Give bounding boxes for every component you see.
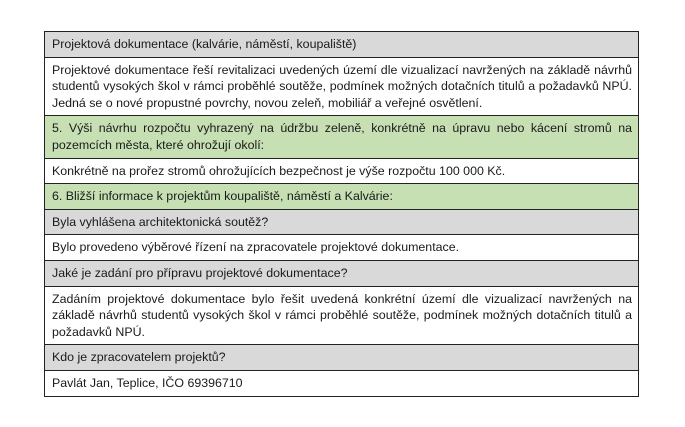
section-heading-6: 6. Bližší informace k projektům koupaliště, náměstí a Kalvárie: xyxy=(45,184,639,210)
row-heading-project-docs: Projektová dokumentace (kalvárie, náměstí, koupaliště) xyxy=(45,32,639,58)
table-row xyxy=(45,370,639,396)
section-heading-5: 5. Výši návrhu rozpočtu vyhrazený na údržbu zeleně, konkrétně na úpravu nebo kácení stromů na pozemcích města, které ohrožují okolí: xyxy=(45,116,639,158)
answer-assignment: Zadáním projektové dokumentace bylo řešit uvedená konkrétní území dle vizualizací navržených na základě návrhů studentů vysokých škol v rámci proběhlé soutěže, podmínek možných dotačních titulů a požadavků NPÚ. xyxy=(45,286,639,345)
table-row xyxy=(45,260,639,286)
information-table xyxy=(44,31,639,397)
table-row xyxy=(45,209,639,235)
row-answer-project-docs: Projektové dokumentace řeší revitalizaci uvedených území dle vizualizací navržených na základě návrhů studentů vysokých škol v rámci proběhlé soutěže, podmínek možných dotačních titulů a požadavků NPÚ. Jedná se o nové propustné povrchy, novou zeleň, mobiliář a veřejné osvětlení. xyxy=(45,57,639,116)
table-row xyxy=(45,32,639,58)
question-contractor: Kdo je zpracovatelem projektů? xyxy=(45,345,639,371)
table-row xyxy=(45,184,639,210)
question-competition: Byla vyhlášena architektonická soutěž? xyxy=(45,209,639,235)
table-row xyxy=(45,116,639,158)
table-row xyxy=(45,345,639,371)
table-row xyxy=(45,235,639,261)
row-answer-budget: Konkrétně na prořez stromů ohrožujících bezpečnost je výše rozpočtu 100 000 Kč. xyxy=(45,158,639,184)
answer-contractor: Pavlát Jan, Teplice, IČO 69396710 xyxy=(45,370,639,396)
table-row xyxy=(45,158,639,184)
question-assignment: Jaké je zadání pro přípravu projektové dokumentace? xyxy=(45,260,639,286)
table-row xyxy=(45,57,639,116)
answer-competition: Bylo provedeno výběrové řízení na zpracovatele projektové dokumentace. xyxy=(45,235,639,261)
table-row xyxy=(45,286,639,345)
